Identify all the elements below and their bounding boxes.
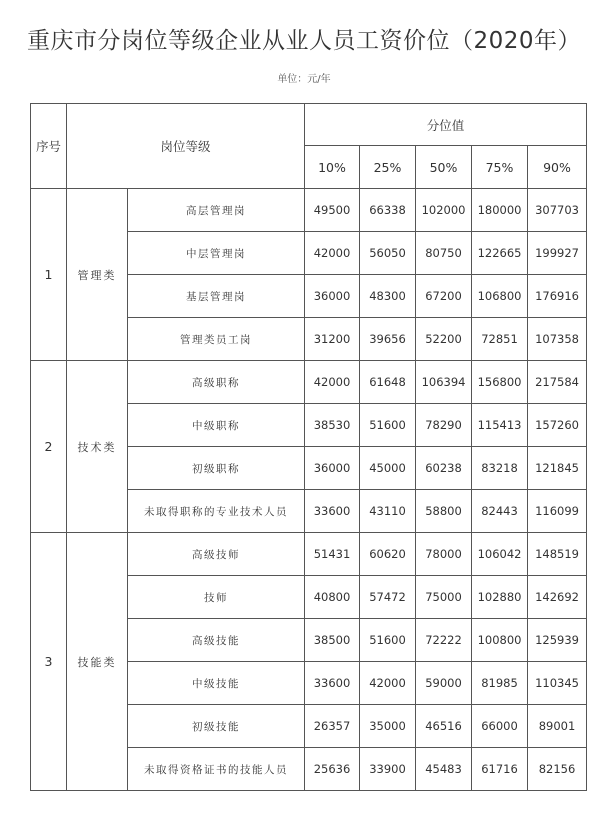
header-level: 岗位等级 [67,104,305,189]
header-seq: 序号 [31,104,67,189]
value-cell: 307703 [528,189,587,232]
value-cell: 72222 [416,619,472,662]
value-cell: 102000 [416,189,472,232]
value-cell: 82443 [472,490,528,533]
value-cell: 45483 [416,748,472,791]
row-level-name: 高级技师 [128,533,305,576]
header-col-p50: 50% [416,146,472,189]
value-cell: 67200 [416,275,472,318]
group-seq: 1 [31,189,67,361]
value-cell: 83218 [472,447,528,490]
value-cell: 42000 [305,232,360,275]
header-row [31,104,587,146]
value-cell: 100800 [472,619,528,662]
value-cell: 52200 [416,318,472,361]
value-cell: 33600 [305,490,360,533]
row-level-name: 中级技能 [128,662,305,705]
group-category: 技能类 [67,533,128,791]
value-cell: 43110 [360,490,416,533]
value-cell: 45000 [360,447,416,490]
value-cell: 66338 [360,189,416,232]
value-cell: 72851 [472,318,528,361]
value-cell: 122665 [472,232,528,275]
value-cell: 75000 [416,576,472,619]
value-cell: 33600 [305,662,360,705]
value-cell: 176916 [528,275,587,318]
row-level-name: 中级职称 [128,404,305,447]
value-cell: 25636 [305,748,360,791]
value-cell: 40800 [305,576,360,619]
value-cell: 59000 [416,662,472,705]
value-cell: 60238 [416,447,472,490]
value-cell: 33900 [360,748,416,791]
value-cell: 217584 [528,361,587,404]
value-cell: 82156 [528,748,587,791]
row-level-name: 未取得职称的专业技术人员 [128,490,305,533]
value-cell: 106042 [472,533,528,576]
row-level-name: 基层管理岗 [128,275,305,318]
header-col-p75: 75% [472,146,528,189]
value-cell: 80750 [416,232,472,275]
value-cell: 142692 [528,576,587,619]
header-col-p90: 90% [528,146,587,189]
value-cell: 42000 [360,662,416,705]
row-level-name: 高层管理岗 [128,189,305,232]
group-category: 技术类 [67,361,128,533]
header-percentile: 分位值 [305,104,587,146]
row-level-name: 高级职称 [128,361,305,404]
header-col-p25: 25% [360,146,416,189]
unit-label: 单位：元/年 [277,74,331,85]
value-cell: 42000 [305,361,360,404]
table-row [31,361,587,404]
value-cell: 116099 [528,490,587,533]
value-cell: 61716 [472,748,528,791]
value-cell: 157260 [528,404,587,447]
value-cell: 51600 [360,404,416,447]
row-level-name: 初级职称 [128,447,305,490]
value-cell: 148519 [528,533,587,576]
table-row [31,533,587,576]
row-level-name: 中层管理岗 [128,232,305,275]
value-cell: 115413 [472,404,528,447]
value-cell: 78000 [416,533,472,576]
value-cell: 156800 [472,361,528,404]
group-seq: 3 [31,533,67,791]
value-cell: 49500 [305,189,360,232]
value-cell: 102880 [472,576,528,619]
row-level-name: 高级技能 [128,619,305,662]
value-cell: 89001 [528,705,587,748]
value-cell: 56050 [360,232,416,275]
value-cell: 26357 [305,705,360,748]
value-cell: 57472 [360,576,416,619]
value-cell: 58800 [416,490,472,533]
page-title: 重庆市分岗位等级企业从业人员工资价位（2020年） [26,28,582,54]
row-level-name: 初级技能 [128,705,305,748]
value-cell: 36000 [305,275,360,318]
value-cell: 38500 [305,619,360,662]
header-col-p10: 10% [305,146,360,189]
value-cell: 31200 [305,318,360,361]
value-cell: 46516 [416,705,472,748]
group-category: 管理类 [67,189,128,361]
value-cell: 106394 [416,361,472,404]
value-cell: 48300 [360,275,416,318]
wage-table [30,103,587,791]
row-level-name: 未取得资格证书的技能人员 [128,748,305,791]
row-level-name: 技师 [128,576,305,619]
value-cell: 121845 [528,447,587,490]
value-cell: 110345 [528,662,587,705]
table-row [31,189,587,232]
value-cell: 78290 [416,404,472,447]
value-cell: 36000 [305,447,360,490]
value-cell: 38530 [305,404,360,447]
value-cell: 51431 [305,533,360,576]
value-cell: 107358 [528,318,587,361]
value-cell: 106800 [472,275,528,318]
row-level-name: 管理类员工岗 [128,318,305,361]
value-cell: 35000 [360,705,416,748]
value-cell: 60620 [360,533,416,576]
value-cell: 81985 [472,662,528,705]
value-cell: 66000 [472,705,528,748]
value-cell: 199927 [528,232,587,275]
value-cell: 51600 [360,619,416,662]
value-cell: 39656 [360,318,416,361]
value-cell: 180000 [472,189,528,232]
value-cell: 125939 [528,619,587,662]
value-cell: 61648 [360,361,416,404]
group-seq: 2 [31,361,67,533]
